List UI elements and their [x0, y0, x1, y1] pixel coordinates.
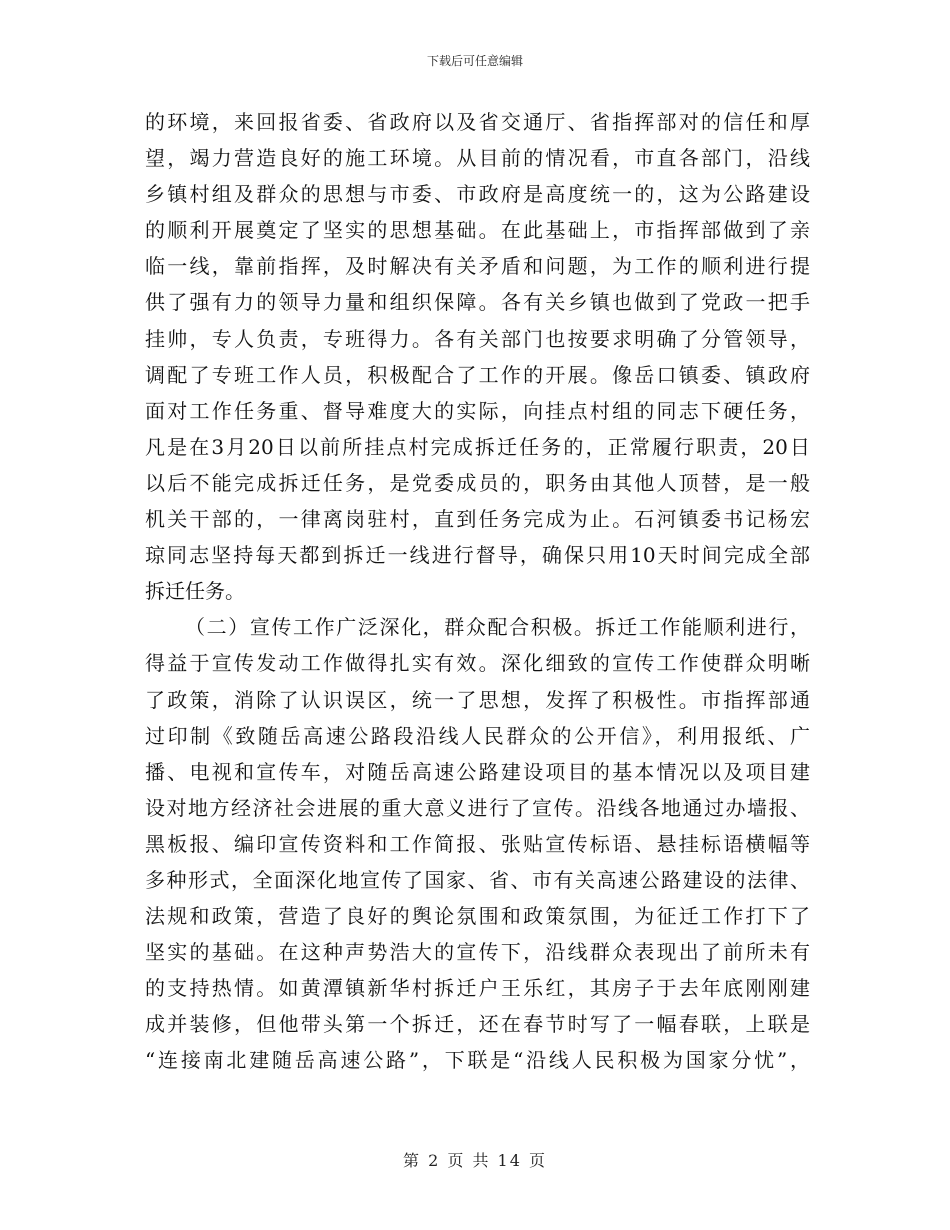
text-line: 以后不能完成拆迁任务，是党委成员的，职务由其他人顶替，是一般	[145, 470, 810, 495]
page-footer: 第 2 页 共 14 页	[403, 1151, 547, 1170]
text-line: 调配了专班工作人员，积极配合了工作的开展。像岳口镇委、镇政府	[145, 362, 810, 387]
text-line: 凡是在3月20日以前所挂点村完成拆迁任务的，正常履行职责，20日	[145, 434, 810, 459]
text-line: 坚实的基础。在这种声势浩大的宣传下，沿线群众表现出了前所未有	[145, 940, 810, 965]
text-line: 了政策，消除了认识误区，统一了思想，发挥了积极性。市指挥部通	[145, 687, 810, 712]
paragraph-2	[145, 609, 810, 1078]
text-line: 播、电视和宣传车，对随岳高速公路建设项目的基本情况以及项目建	[145, 759, 810, 784]
text-line: 挂帅，专人负责，专班得力。各有关部门也按要求明确了分管领导，	[145, 326, 810, 351]
page-header: 下载后可任意编辑	[426, 54, 523, 68]
text-line: 供了强有力的领导力量和组织保障。各有关乡镇也做到了党政一把手	[145, 290, 810, 315]
text-line: 的环境，来回报省委、省政府以及省交通厅、省指挥部对的信任和厚	[145, 110, 810, 134]
text-line: 黑板报、编印宣传资料和工作简报、张贴宣传标语、悬挂标语横幅等	[145, 831, 810, 856]
text-line: 多种形式，全面深化地宣传了国家、省、市有关高速公路建设的法律、	[145, 867, 810, 892]
text-line: 得益于宣传发动工作做得扎实有效。深化细致的宣传工作使群众明晰	[145, 651, 810, 676]
text-line: 法规和政策，营造了良好的舆论氛围和政策氛围，为征迁工作打下了	[145, 904, 810, 929]
text-line: 临一线，靠前指挥，及时解决有关矛盾和问题，为工作的顺利进行提	[145, 254, 810, 279]
text-line: 的支持热情。如黄潭镇新华村拆迁户王乐红，其房子于去年底刚刚建	[145, 976, 810, 1001]
text-line: “连接南北建随岳高速公路”，下联是“沿线人民积极为国家分忧”，	[145, 1048, 810, 1073]
text-line: 过印制《致随岳高速公路段沿线人民群众的公开信》，利用报纸、广	[145, 723, 810, 748]
text-line: 的顺利开展奠定了坚实的思想基础。在此基础上，市指挥部做到了亲	[145, 218, 810, 243]
document-body	[145, 104, 810, 1079]
text-line: 设对地方经济社会进展的重大意义进行了宣传。沿线各地通过办墙报、	[145, 795, 810, 820]
text-line: 拆迁任务。	[145, 579, 245, 604]
text-line: 机关干部的，一律离岗驻村，直到任务完成为止。石河镇委书记杨宏	[145, 507, 810, 532]
text-line: （二）宣传工作广泛深化，群众配合积极。拆迁工作能顺利进行，	[185, 615, 810, 640]
text-line: 乡镇村组及群众的思想与市委、市政府是高度统一的，这为公路建设	[145, 182, 810, 207]
text-line: 成并装修，但他带头第一个拆迁，还在春节时写了一幅春联，上联是	[145, 1012, 810, 1037]
paragraph-1	[145, 104, 810, 609]
text-line: 琼同志坚持每天都到拆迁一线进行督导，确保只用10天时间完成全部	[145, 543, 810, 568]
text-line: 面对工作任务重、督导难度大的实际，向挂点村组的同志下硬任务，	[145, 398, 810, 423]
text-line: 望，竭力营造良好的施工环境。从目前的情况看，市直各部门，沿线	[145, 146, 810, 171]
